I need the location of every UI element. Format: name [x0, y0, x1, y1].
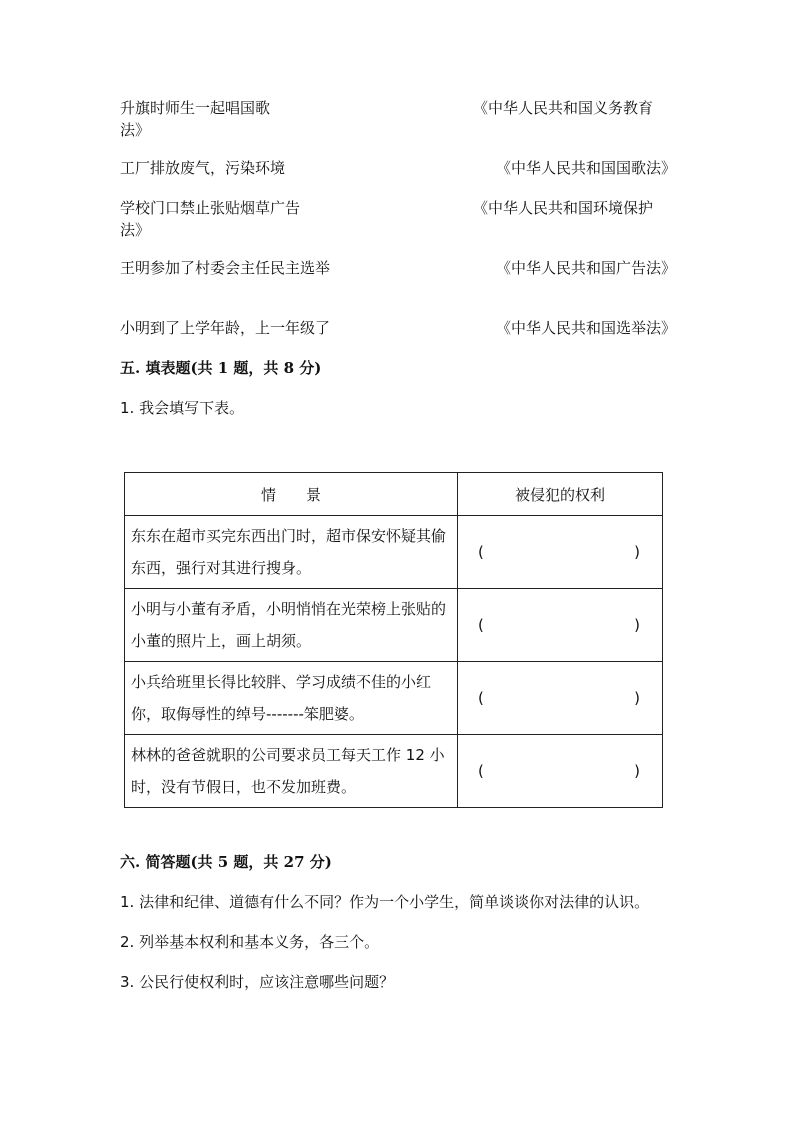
table-row [125, 589, 663, 662]
close-paren: ) [634, 689, 640, 707]
matching-right-3-line2: 法》 [120, 221, 151, 239]
scene-cell [125, 735, 458, 808]
matching-right-1-line1: 《中华人民共和国义务教育 [473, 99, 654, 117]
open-paren: ( [478, 616, 484, 634]
header-right: 被侵犯的权利 [458, 473, 663, 516]
close-paren: ) [634, 616, 640, 634]
matching-right-4-line1: 《中华人民共和国广告法》 [496, 259, 677, 277]
matching-left-2: 工厂排放废气，污染环境 [120, 159, 286, 177]
scene-text: 小明与小董有矛盾，小明悄悄在光荣榜上张贴的小董的照片上，画上胡须。 [131, 600, 447, 650]
scene-cell [125, 589, 458, 662]
answer-cell[interactable] [458, 735, 663, 808]
matching-right-3-line1: 《中华人民共和国环境保护 [473, 199, 654, 217]
section6-title: 六. 简答题(共 5 题，共 27 分) [120, 853, 332, 871]
scene-cell [125, 516, 458, 589]
answer-cell[interactable] [458, 589, 663, 662]
answer-cell[interactable] [458, 662, 663, 735]
close-paren: ) [634, 762, 640, 780]
table-row [125, 662, 663, 735]
answer-cell[interactable] [458, 516, 663, 589]
close-paren: ) [634, 543, 640, 561]
matching-left-5: 小明到了上学年龄，上一年级了 [120, 319, 331, 337]
open-paren: ( [478, 762, 484, 780]
section5-title: 五. 填表题(共 1 题，共 8 分) [120, 359, 322, 377]
open-paren: ( [478, 543, 484, 561]
table-row [125, 516, 663, 589]
scene-cell [125, 662, 458, 735]
section6-question-1: 1. 法律和纪律、道德有什么不同？作为一个小学生，简单谈谈你对法律的认识。 [120, 893, 650, 911]
open-paren: ( [478, 689, 484, 707]
table-header-row [125, 473, 663, 516]
header-scene: 情 景 [125, 473, 458, 516]
table-row [125, 735, 663, 808]
section6-question-3: 3. 公民行使权利时，应该注意哪些问题？ [120, 973, 395, 991]
matching-right-1-line2: 法》 [120, 121, 151, 139]
matching-left-3: 学校门口禁止张贴烟草广告 [120, 199, 301, 217]
section5-question: 1. 我会填写下表。 [120, 399, 245, 417]
fill-table [124, 472, 663, 808]
section6-question-2: 2. 列举基本权利和基本义务，各三个。 [120, 933, 380, 951]
matching-right-2-line1: 《中华人民共和国国歌法》 [496, 159, 677, 177]
scene-text: 林林的爸爸就职的公司要求员工每天工作 12 小时，没有节假日，也不发加班费。 [131, 746, 445, 796]
scene-text: 小兵给班里长得比较胖、学习成绩不佳的小红你，取侮辱性的绰号-------笨肥婆。 [131, 673, 432, 723]
matching-left-4: 王明参加了村委会主任民主选举 [120, 259, 331, 277]
scene-text: 东东在超市买完东西出门时，超市保安怀疑其偷东西，强行对其进行搜身。 [131, 527, 447, 577]
matching-right-5-line1: 《中华人民共和国选举法》 [496, 319, 677, 337]
matching-left-1: 升旗时师生一起唱国歌 [120, 99, 271, 117]
